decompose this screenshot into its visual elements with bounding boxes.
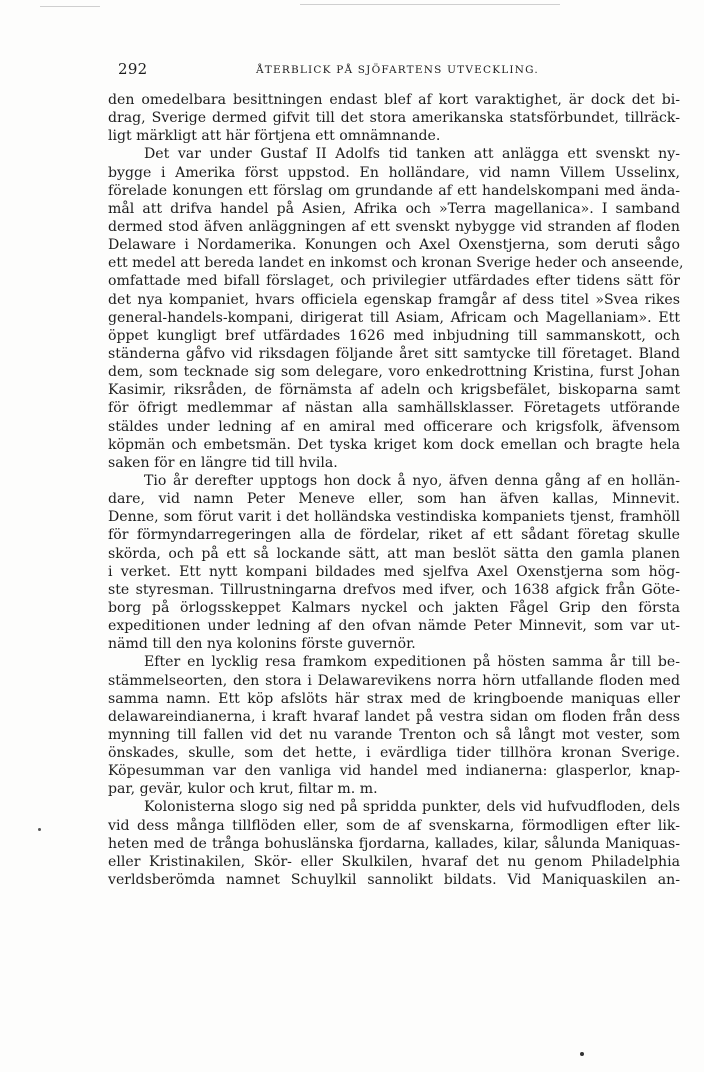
text-line: Köpesumman var den vanliga vid handel med indianerna: glasperlor, knap- [108, 763, 680, 780]
text-line: expeditionen under ledning af den ofvan nämde Peter Minnevit, som var ut- [108, 618, 680, 635]
text-line: det nya kompaniet, hvars officiela egenskap framgår af dess titel »Svea rikes [108, 291, 680, 308]
page-number: 292 [118, 60, 148, 78]
text-line: önskades, skulle, som det hette, i evärdliga tider tillhöra kronan Sverige. [108, 745, 680, 762]
text-line: Efter en lycklig resa framkom expeditionen på hösten samma år till be- [144, 654, 680, 671]
text-line: omfattade med bifall förslaget, och privilegier utfärdades efter tidens sätt för [108, 273, 680, 290]
text-line: mål att drifva handel på Asien, Afrika och »Terra magellanica». I samband [108, 200, 680, 217]
page-header [118, 60, 678, 82]
top-edge-mark-right [300, 4, 560, 5]
text-line: Kolonisterna slogo sig ned på spridda punkter, dels vid hufvudfloden, dels [144, 799, 680, 816]
text-line: nämd till den nya kolonins förste guvernör. [108, 636, 416, 653]
margin-dot [580, 1052, 584, 1056]
text-line: vid dess många tillflöden eller, som de af svenskarna, förmodligen efter lik- [108, 817, 680, 834]
text-line: samma namn. Ett köp afslöts här strax med de kringboende maniquas eller [108, 690, 680, 707]
text-line: förelade konungen ett förslag om grundande af ett handelskompani med ända- [108, 182, 680, 199]
text-line: dem, som tecknade sig som delegare, voro enkedrottning Kristina, furst Johan [108, 364, 680, 381]
text-line: dare, vid namn Peter Meneve eller, som han äfven kallas, Minnevit. [108, 491, 680, 508]
text-line: skörda, och på ett så lockande sätt, att man beslöt sätta den gamla planen [108, 545, 680, 562]
text-line: köpmän och embetsmän. Det tyska kriget kom dock emellan och bragte hela [108, 436, 680, 453]
text-line: Tio år derefter upptogs hon dock å nyo, äfven denna gång af en hollän- [144, 472, 680, 489]
text-line: dermed stod äfven anläggningen af ett svenskt nybygge vid stranden af floden [108, 218, 680, 235]
text-line: general-handels-kompani, dirigerat till Asiam, Africam och Magellaniam». Ett [108, 309, 680, 326]
text-line: Kasimir, riksråden, de förnämsta af adeln och krigsbefälet, biskoparna samt [108, 382, 680, 399]
text-line: verldsberömda namnet Schuylkil sannolikt bildats. Vid Maniquaskilen an- [108, 872, 680, 889]
text-line: för öfrigt medlemmar af nästan alla samhällsklasser. Företagets utförande [108, 400, 680, 417]
body-text [108, 91, 684, 889]
text-line: heten med de trånga bohuslänska fjordarna, kallades, kilar, sålunda Maniquas- [108, 835, 680, 852]
text-line: Det var under Gustaf II Adolfs tid tanken att anlägga ett svenskt ny- [144, 146, 680, 163]
text-line: mynning till fallen vid det nu varande Trenton och så långt mot vester, som [108, 726, 680, 743]
text-line: stämmelseorten, den stora i Delawarevikens norra hörn utfallande floden med [108, 672, 680, 689]
text-line: öppet kungligt bref utfärdades 1626 med inbjudning till sammanskott, och [108, 327, 680, 344]
text-line: ligt märkligt att här förtjena ett omnämnande. [108, 128, 441, 145]
text-line: eller Kristinakilen, Skör- eller Skulkilen, hvaraf det nu genom Philadelphia [108, 853, 680, 870]
text-line: bygge i Amerika först uppstod. En holländare, vid namn Villem Usselinx, [108, 164, 680, 181]
text-line: drag, Sverige dermed gifvit till det stora amerikanska statsförbundet, tillräck- [108, 110, 680, 127]
running-title: ÅTERBLICK PÅ SJÖFARTENS UTVECKLING. [256, 64, 539, 76]
text-line: ste styresman. Tillrustningarna drefvos med ifver, och 1638 afgick från Göte- [108, 581, 680, 598]
text-line: borg på örlogsskeppet Kalmars nyckel och jakten Fågel Grip den första [108, 599, 680, 616]
text-line: Denne, som förut varit i det holländska vestindiska kompaniets tjenst, framhöll [108, 509, 680, 526]
top-edge-mark-left [40, 6, 100, 7]
text-line: stäldes under ledning af en amiral med officerare och krigsfolk, äfvensom [108, 418, 680, 435]
text-line: i verket. Ett nytt kompani bildades med sjelfva Axel Oxenstjerna som hög- [108, 563, 680, 580]
text-line: den omedelbara besittningen endast blef af kort varaktighet, är dock det bi- [108, 92, 680, 108]
text-line: saken för en längre tid till hvila. [108, 454, 338, 471]
text-line: ett medel att bereda landet en inkomst och kronan Sverige heder och anseende, [108, 255, 684, 272]
text-line: Delaware i Nordamerika. Konungen och Axel Oxenstjerna, som deruti sågo [108, 237, 680, 254]
text-line: ständerna gåfvo vid riksdagen följande året sitt samtycke till företaget. Bland [108, 345, 680, 362]
text-line: för förmyndarregeringen alla de fördelar, riket af ett sådant företag skulle [108, 527, 680, 544]
text-line: par, gevär, kulor och krut, filtar m. m. [108, 781, 378, 798]
margin-dot [38, 828, 41, 831]
text-line: delawareindianerna, i kraft hvaraf landet på vestra sidan om floden från dess [108, 708, 680, 725]
